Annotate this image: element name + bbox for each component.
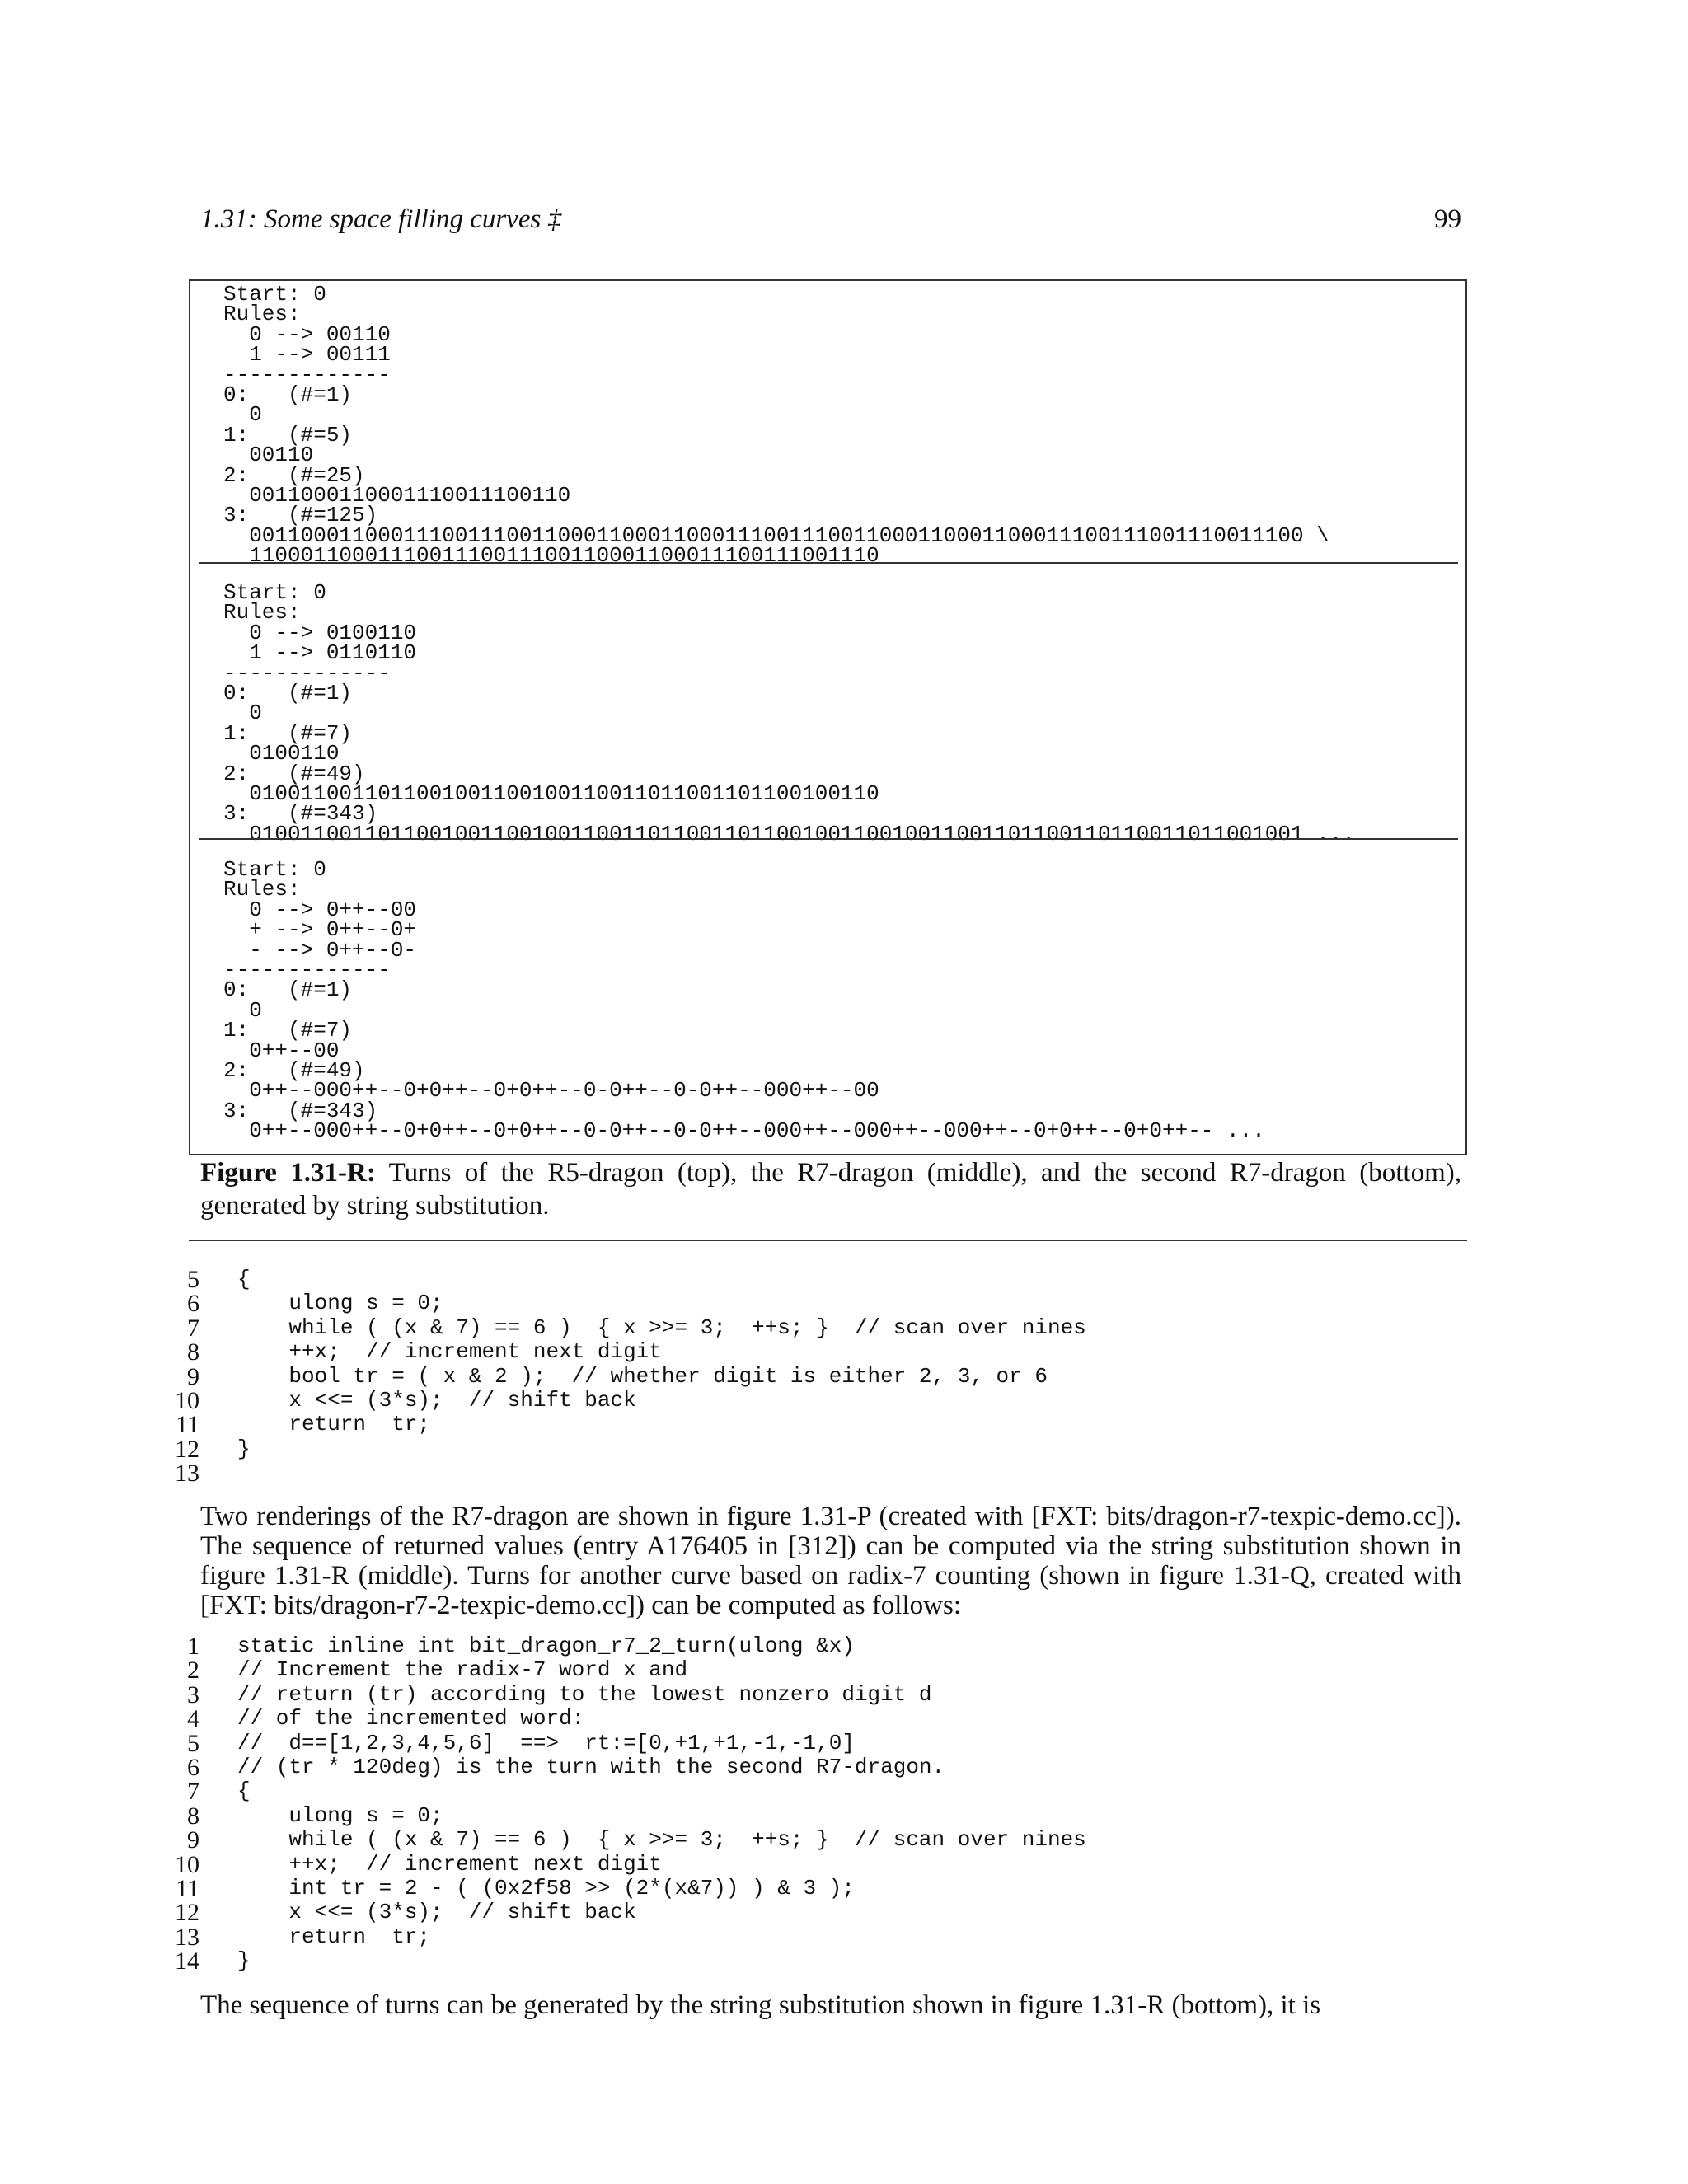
line-number: 11 [176,1411,199,1439]
code-text: return tr; [237,1412,431,1437]
code-text: ++x; // increment next digit [237,1339,662,1365]
line-number: 6 [187,1290,199,1318]
figure-caption-label: Figure 1.31-R: [200,1158,376,1188]
line-number: 13 [175,1460,199,1488]
line-number: 6 [187,1753,199,1781]
line-number: 7 [187,1778,199,1806]
code-text: // of the incremented word: [237,1706,585,1732]
caption-rule [189,1240,1467,1241]
line-number: 12 [175,1899,199,1927]
line-number: 8 [187,1338,199,1366]
code-text: } [237,1948,251,1974]
code-text: x <<= (3*s); // shift back [237,1900,636,1925]
code-text: { [237,1267,251,1291]
header-title: 1.31: Some space filling curves ‡ [200,204,562,234]
code-text: { [237,1779,251,1804]
line-number: 5 [187,1266,199,1293]
figure-caption-text: Turns of the R5-dragon (top), the R7-dragon (middle), and the second R7-dragon (bottom), generated by string substitution. [200,1158,1462,1221]
page-number: 99 [1434,204,1461,234]
figure-panel-r5-dragon: Start: 0 Rules: 0 --> 00110 1 --> 00111 ------------- 0: (#=1) 0 1: (#=5) 00110 2: (#=25) 0011000110001110011100110 3: (#=125) 0011000110001110011100110001100011000111001110011000110001100011100111001110011100 \ 1100011000111001110011100110001100011100111001110 [223,282,1329,569]
running-head [200,204,1461,237]
line-number: 7 [187,1314,199,1342]
line-number: 1 [187,1633,199,1660]
figure-box [189,279,1467,1155]
line-number: 3 [187,1680,199,1708]
panel-divider [199,838,1458,840]
figure-panel-r7-dragon: Start: 0 Rules: 0 --> 0100110 1 --> 0110110 ------------- 0: (#=1) 0 1: (#=7) 0100110 2: (#=49) 0100110011011001001100100110011011001101100100110 3: (#=343) 0100110011011001001100100110011011001101100100110010011001101100110110011011001001 ... [223,580,1356,846]
line-number: 2 [187,1657,199,1685]
line-number: 10 [175,1386,199,1414]
code-text: return tr; [237,1924,431,1949]
code-text: bool tr = ( x & 2 ); // whether digit is either 2, 3, or 6 [237,1363,1048,1389]
code-text: ulong s = 0; [237,1802,443,1828]
code-text: // d==[1,2,3,4,5,6] ==> rt:=[0,+1,+1,-1,-1,0] [237,1730,855,1755]
code-text: // (tr * 120deg) is the turn with the second R7-dragon. [237,1754,945,1779]
line-number: 4 [187,1705,199,1733]
code-text: // return (tr) according to the lowest nonzero digit d [237,1681,932,1707]
panel-divider [199,562,1458,564]
line-number: 12 [175,1435,199,1463]
line-number: 13 [175,1923,199,1951]
code-text: while ( (x & 7) == 6 ) { x >>= 3; ++s; } // scan over nines [237,1315,1086,1340]
code-text: static inline int bit_dragon_r7_2_turn(ulong &x) [237,1633,855,1658]
figure-caption [200,1156,1461,1222]
code-text: } [237,1436,251,1461]
line-number: 9 [187,1826,199,1854]
code-text: x <<= (3*s); // shift back [237,1387,636,1413]
line-number: 8 [187,1802,199,1830]
line-number: 10 [175,1850,199,1878]
line-number: 5 [187,1729,199,1757]
line-number: 14 [175,1947,199,1975]
line-number: 11 [176,1874,199,1902]
code-text: while ( (x & 7) == 6 ) { x >>= 3; ++s; } // scan over nines [237,1827,1086,1853]
body-paragraph: Two renderings of the R7-dragon are shown in figure 1.31-P (created with [FXT: bits/dragon-r7-texpic-demo.cc]). The sequence of returned values (entry A176405 in [312]) can be computed via the string substitution shown in figure 1.31-R (middle). Turns for another curve based on radix-7 counting (shown in figure 1.31-Q, created with [FXT: bits/dragon-r7-2-texpic-demo.cc]) can be computed as follows: [200,1502,1461,1620]
line-number: 9 [187,1362,199,1390]
body-paragraph: The sequence of turns can be generated by the string substitution shown in figure 1.31-R (bottom), it is [200,1990,1321,2020]
code-text: int tr = 2 - ( (0x2f58 >> (2*(x&7)) ) & 3 ); [237,1875,855,1900]
code-text: // Increment the radix-7 word x and [237,1657,688,1683]
code-text: ulong s = 0; [237,1291,443,1316]
code-text: ++x; // increment next digit [237,1851,662,1877]
figure-panel-second-r7-dragon: Start: 0 Rules: 0 --> 0++--00 + --> 0++--0+ - --> 0++--0- ------------- 0: (#=1) 0 1: (#=7) 0++--00 2: (#=49) 0++--000++--0+0++--0+0++--0-0++--0-0++--000++--00 3: (#=343) 0++--000++--0+0++--0+0++--0-0++--0-0++--000++--000++--000++--0+0++--0+0++-- ... [223,857,1265,1144]
